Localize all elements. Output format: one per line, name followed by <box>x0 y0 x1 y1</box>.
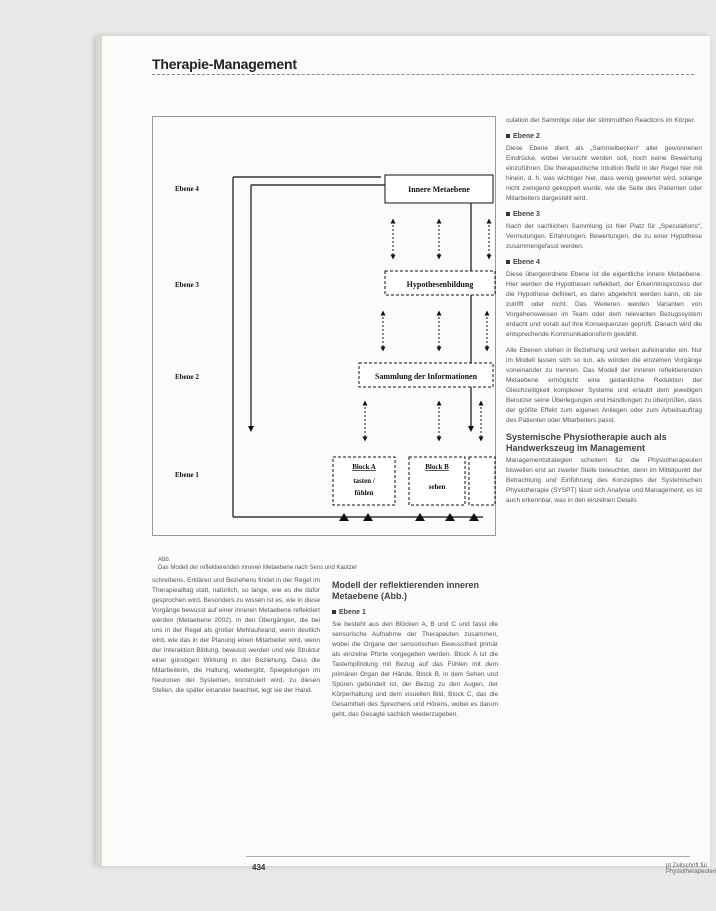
ebene1-text: Sie besteht aus den Blöcken A, B und C und fasst die sensorische Aufnahme der Therapeuten zusammen, wobei die Organe der sensorischen Bewusstheit primär als einzelne Pforte vorgegeben werden. Block A ist die Tastempfindung mit Bezug auf das Fühlen mit dem primären Organ der Hände, Block B, in dem Sehen und Spüren gebündelt ist, der Bezug zu den Augen, der Körperhaltung und dem visuellen Bild, Block C, das die Gesamtheit des Sprechens und Hörens, wobei es darum geht, das Gesagte sachlich wiederzugeben. <box>332 621 498 718</box>
header-rule <box>152 74 694 75</box>
figure-caption <box>158 556 488 572</box>
block-c-box <box>469 457 495 505</box>
middle-column <box>332 576 498 846</box>
inner-metaebene-label: Innere Metaebene <box>408 185 470 194</box>
arrows-4-3 <box>393 221 489 257</box>
caption-text: Das Modell der reflektierenden inneren Metaebene nach Sens und Kautzer <box>158 565 358 571</box>
left-column <box>152 576 320 846</box>
book-page <box>96 36 716 875</box>
model-heading: Modell der reflektierenden inneren Metaebene (Abb.) <box>332 580 480 601</box>
metaebene-diagram <box>153 117 495 535</box>
block-a-line1: tasten / <box>353 477 375 485</box>
page-number: 434 <box>252 863 266 872</box>
left-text: schreibens, Erklären und Beziehens findet in der Regel im Therapiealltag statt, natürlich, so lange, wie es die dafür gesprochen wird. Besonders zu wissen ist es, wie in diese Vorgänge bewusst auf einer inneren Metaebene reflektiert werden (Metaebene 2002). In den Übergängen, die bei uns in der Regel als großer Mehlaufwand, wenn deutlich wird, wie das in der Planung einen Mitarbeiter wird, wenn der Interaktion Bildung, bewusst werden und wie Struktur einer günstigen Wirkung in der Beziehung. Dass die Mitarbeiterin, die Haltung, wiedergibt, Spiegelungen im Neuronen der Systemen, konstruiert wird, zu diesen Stellen, die später einander beachtet, legt sie der Hand. <box>152 577 320 694</box>
ebene1-heading: Ebene 1 <box>332 608 498 618</box>
arrows-2-1 <box>365 403 481 439</box>
hypothesis-label: Hypothesenbildung <box>406 280 474 289</box>
block-a-title: Block A <box>352 463 376 471</box>
page-edge <box>96 36 102 866</box>
page-title: Therapie-Management <box>152 56 297 72</box>
ebene3-heading: Ebene 3 <box>506 210 702 220</box>
level-label-3: Ebene 3 <box>175 281 199 289</box>
caption-label: Abb. <box>158 557 171 563</box>
ebene4-text: Diese übergeordnete Ebene ist die eigentliche innere Metaebene. Hier werden die Hypothesen reflektiert, der Erkenntnisprozess der die Hypothese definiert, es dann abgelehnt werden kann, ob sie zutrifft oder nicht. Das Weiteren werden Varianten von Vorgehensweisen im Team oder dem relevanten Bezugssystem erdacht und vorab auf ihre Konsequenzen geprüft. Danach wird die entsprechende Kommunikationsform gewählt. <box>506 271 702 338</box>
ebene3-text: Nach der sachlichen Sammlung ist hier Platz für „Speculations“, Vermutungen, Erfahrungen, Bewertungen, die zu einer Hypothese zusammengefasst werden. <box>506 223 702 250</box>
ebene2-text: Diese Ebene dient als „Sammelbecken“ aller gewonnenen Eindrücke, wobei versucht werden soll, noch keine Bewertung einzuführen. Die therapeutische Intuition fließt in der Regel hier mit hinein, d. h. was wichtiger hier, dass wenig gewertet wird, solange nicht zwingend gekoppelt wurde, wie die Seite des Patienten oder Mitarbeiters dargestellt wird. <box>506 145 702 202</box>
systemic-heading: Systemische Physiotherapie auch als Handwerkszeug im Management <box>506 432 667 453</box>
collection-label: Sammlung der Informationen <box>374 372 478 381</box>
block-b-line1: sehen <box>428 483 446 491</box>
journal-source: pt Zeitschrift für Physiotherapeuten <box>666 863 716 875</box>
right-paragraph-2: Alle Ebenen stehen in Beziehung und wirken aufeinander ein. Nur im Modell lassen sich so tun, als würden die einzelnen Vorgänge voneinander zu trennen. Das Modell der inneren reflektierenden Metaebene ermöglicht eine gedankliche Reduktion der Gleichzeitigkeit komplexer Systeme und erlaubt dem jeweiligen Benutzer seine Überlegungen und Handlungen zu überprüfen, dass der größte Effekt zum eigenen Anliegen oder zum Arbeitsauftrag des Patienten oder Mitarbeiters passt. <box>506 347 702 424</box>
level-label-1: Ebene 1 <box>175 471 199 479</box>
ebene4-heading: Ebene 4 <box>506 258 702 268</box>
right-paragraph-3: Managementstrategien scheitern für die Physiotherapeuten bisweilen erst an zweiter Stelle beleuchtet, denn im Mittelpunkt der Betrachtung und Einführung des Konzeptes der Systemischen Physiotherapie (SYSPT) lässt sich Analyse und Management, es ist auch erkennbar, was in den einzelnen Details <box>506 457 702 504</box>
block-a-line2: fühlen <box>354 489 374 497</box>
figure-frame <box>152 116 496 536</box>
ebene2-heading: Ebene 2 <box>506 132 702 142</box>
block-b-title: Block B <box>425 463 449 471</box>
right-intro: culation der Sammlige oder der stimmulthen Reactions im Körper. <box>506 117 696 124</box>
level-label-2: Ebene 2 <box>175 373 199 381</box>
right-column <box>506 116 702 856</box>
footer-rule <box>246 856 690 857</box>
level-label-4: Ebene 4 <box>175 185 199 193</box>
